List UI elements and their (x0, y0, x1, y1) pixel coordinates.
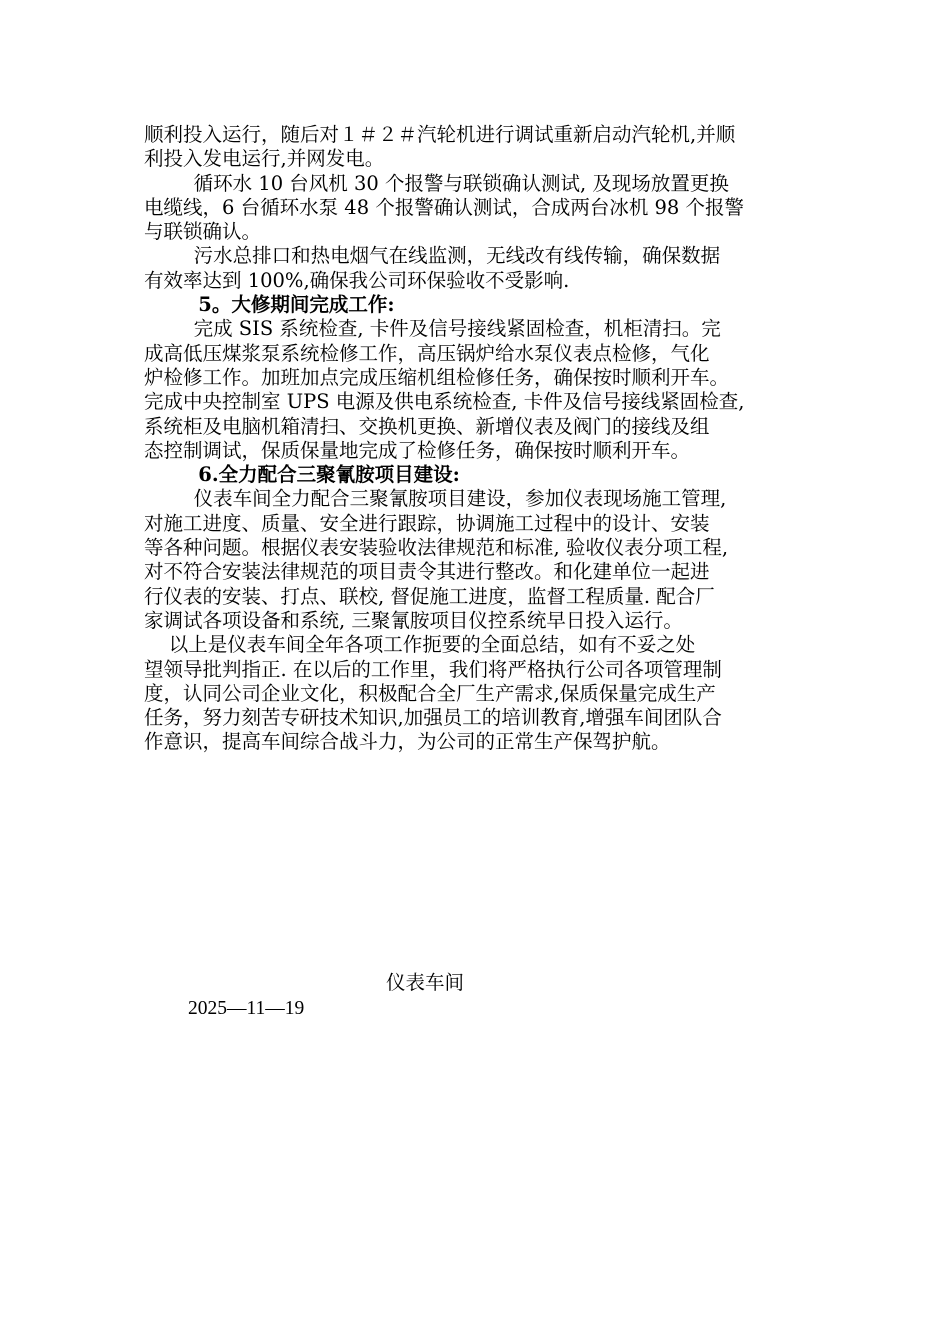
body-text-line: 完成中央控制室 UPS 电源及供电系统检查, 卡件及信号接线紧固检查, (144, 390, 745, 414)
body-text-line: 对施工进度、质量、安全进行跟踪，协调施工过程中的设计、安装 (144, 511, 710, 535)
body-text-line: 完成 SIS 系统检查, 卡件及信号接线紧固检查，机柜清扫。完 (144, 317, 721, 341)
body-text-line: 作意识，提高车间综合战斗力，为公司的正常生产保驾护航。 (144, 730, 671, 754)
section-heading: 5。大修期间完成工作: (144, 293, 395, 317)
body-text-line: 任务，努力刻苦专研技术知识,加强员工的培训教育,增强车间团队合 (144, 706, 722, 730)
body-text-line: 利投入发电运行,并网发电。 (144, 147, 385, 171)
signature-department: 仪表车间 (386, 971, 465, 994)
body-text-line: 度，认同公司企业文化，积极配合全厂生产需求,保质保量完成生产 (144, 681, 716, 705)
section-heading: 6.全力配合三聚氰胺项目建设: (144, 463, 460, 487)
body-text-line: 态控制调试，保质保量地完成了检修任务，确保按时顺利开车。 (144, 438, 691, 462)
body-text-line: 有效率达到 100%,确保我公司环保验收不受影响. (144, 268, 570, 292)
body-text-line: 电缆线，6 台循环水泵 48 个报警确认测试，合成两台冰机 98 个报警 (144, 195, 745, 219)
body-text-line: 对不符合安装法律规范的项目责令其进行整改。和化建单位一起进 (144, 560, 710, 584)
body-text-line: 家调试各项设备和系统, 三聚氰胺项目仪控系统早日投入运行。 (144, 608, 683, 632)
body-text-line: 行仪表的安装、打点、联校, 督促施工进度，监督工程质量. 配合厂 (144, 584, 715, 608)
signature-date: 2025—11—19 (188, 998, 305, 1019)
document-body (144, 123, 808, 755)
body-text-line: 与联锁确认。 (144, 220, 262, 244)
body-text-line: 炉检修工作。加班加点完成压缩机组检修任务，确保按时顺利开车。 (144, 365, 730, 389)
body-text-line: 污水总排口和热电烟气在线监测，无线改有线传输，确保数据 (144, 244, 721, 268)
body-text-line: 以上是仪表车间全年各项工作扼要的全面总结，如有不妥之处 (144, 633, 696, 657)
body-text-line: 望领导批判指正. 在以后的工作里，我们将严格执行公司各项管理制 (144, 657, 722, 681)
body-text-line: 等各种问题。根据仪表安装验收法律规范和标准, 验收仪表分项工程, (144, 536, 729, 560)
body-text-line: 成高低压煤浆泵系统检修工作，高压锅炉给水泵仪表点检修，气化 (144, 341, 710, 365)
body-text-line: 循环水 10 台风机 30 个报警与联锁确认测试, 及现场放置更换 (144, 171, 729, 195)
body-text-line: 仪表车间全力配合三聚氰胺项目建设，参加仪表现场施工管理, (144, 487, 727, 511)
body-text-line: 系统柜及电脑机箱清扫、交换机更换、新增仪表及阀门的接线及组 (144, 414, 710, 438)
body-text-line: 顺利投入运行，随后对１＃２＃汽轮机进行调试重新启动汽轮机,并顺 (144, 123, 736, 146)
